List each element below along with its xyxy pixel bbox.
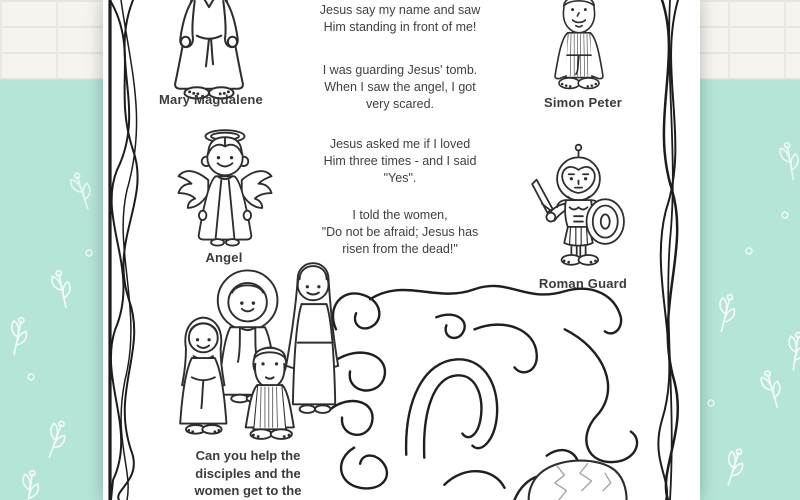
quote-line: very scared. bbox=[365, 97, 435, 111]
character-label-angel: Angel bbox=[205, 250, 243, 265]
quote-line: Jesus say my name and saw bbox=[319, 3, 481, 17]
quote-line: Jesus asked me if I loved bbox=[329, 137, 471, 151]
prompt-line: women get to the bbox=[194, 483, 302, 498]
quote-mary-magdalene bbox=[288, 2, 512, 36]
dot-doodle bbox=[780, 210, 790, 220]
maze-prompt bbox=[183, 447, 313, 500]
quote-line: "Yes". bbox=[383, 171, 417, 185]
quote-simon-peter bbox=[288, 136, 512, 187]
worksheet-page bbox=[103, 0, 700, 500]
quote-line: Him three times - and I said bbox=[323, 154, 477, 168]
sprig-doodle bbox=[15, 467, 45, 500]
prompt-line: Can you help the bbox=[195, 448, 301, 463]
quote-line: When I saw the angel, I got bbox=[324, 80, 476, 94]
prompt-line: disciples and the bbox=[195, 465, 301, 481]
quote-angel bbox=[288, 207, 512, 258]
quote-roman-guard bbox=[288, 62, 512, 113]
angel-illustration bbox=[169, 126, 281, 247]
roman-guard-illustration bbox=[525, 143, 632, 268]
character-label-simon-peter: Simon Peter bbox=[543, 95, 623, 110]
vine-border-left bbox=[103, 0, 165, 500]
quote-line: "Do not be afraid; Jesus has bbox=[321, 225, 479, 239]
dot-doodle bbox=[744, 246, 754, 256]
dot-doodle bbox=[84, 248, 94, 258]
mary-magdalene-illustration bbox=[158, 0, 260, 101]
quote-line: risen from the dead!" bbox=[342, 242, 458, 256]
quote-line: I told the women, bbox=[352, 208, 448, 222]
character-label-roman-guard: Roman Guard bbox=[538, 276, 628, 291]
dot-doodle bbox=[706, 398, 716, 408]
simon-peter-illustration bbox=[531, 0, 627, 92]
quote-line: I was guarding Jesus' tomb. bbox=[322, 63, 478, 77]
character-label-mary-magdalene: Mary Magdalene bbox=[159, 92, 263, 107]
quote-line: Him standing in front of me! bbox=[323, 20, 477, 34]
disciples-and-women-group-illustration bbox=[159, 250, 342, 443]
tomb-stone-illustration bbox=[522, 452, 632, 500]
dot-doodle bbox=[26, 372, 36, 382]
